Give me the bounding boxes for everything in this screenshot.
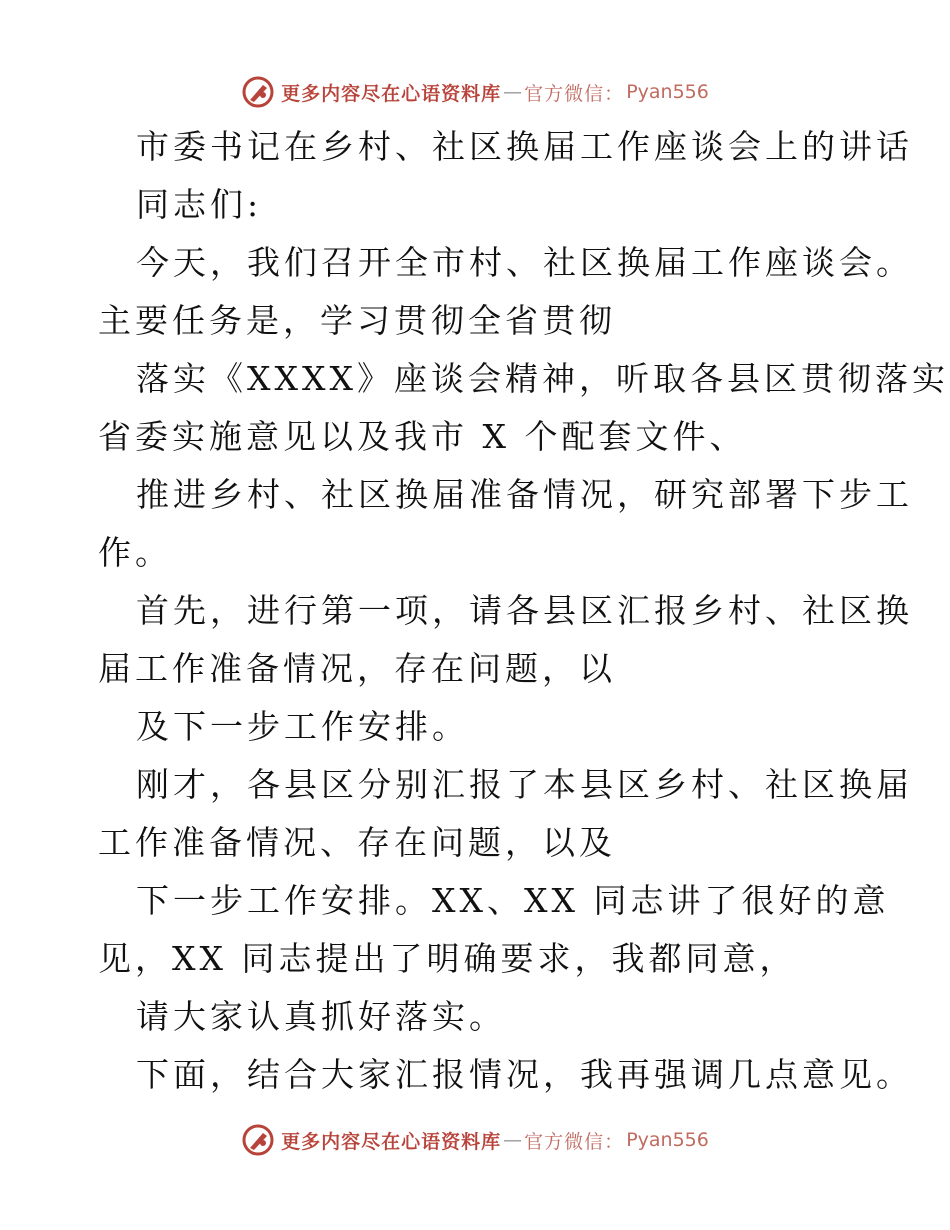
text-line: 下一步工作安排。XX、XX 同志讲了很好的意 xyxy=(136,881,890,920)
watermark-wechat-label: 官方微信： xyxy=(524,82,625,105)
watermark-wechat-label: 官方微信： xyxy=(524,1130,625,1153)
pen-logo-icon xyxy=(241,75,275,109)
document-body xyxy=(98,118,949,1104)
text-line: 省委实施意见以及我市 X 个配套文件、 xyxy=(98,417,747,456)
text-line: 工作准备情况、存在问题，以及 xyxy=(98,823,616,862)
text-line: 今天，我们召开全市村、社区换届工作座谈会。 xyxy=(136,243,913,282)
text-line: 落实《XXXX》座谈会精神，听取各县区贯彻落实 xyxy=(136,359,949,398)
watermark-main-text: 更多内容尽在心语资料库 xyxy=(281,82,502,105)
text-line: 推进乡村、社区换届准备情况，研究部署下步工 xyxy=(136,475,913,514)
text-line: 作。 xyxy=(98,533,172,572)
text-line: 刚才，各县区分别汇报了本县区乡村、社区换届 xyxy=(136,765,913,804)
watermark-wechat-id: Pyan556 xyxy=(626,1129,709,1151)
text-line: 及下一步工作安排。 xyxy=(136,707,469,746)
watermark-header xyxy=(0,72,950,112)
text-line: 同志们: xyxy=(136,185,263,224)
watermark-wechat-id: Pyan556 xyxy=(626,81,709,103)
text-line: 请大家认真抓好落实。 xyxy=(136,997,506,1036)
pen-logo-icon xyxy=(241,1123,275,1157)
text-line: 主要任务是，学习贯彻全省贯彻 xyxy=(98,301,616,340)
watermark-dash: — xyxy=(503,1129,523,1151)
watermark-dash: — xyxy=(503,81,523,103)
text-line: 见，XX 同志提出了明确要求，我都同意， xyxy=(98,939,797,978)
text-line: 下面，结合大家汇报情况，我再强调几点意见。 xyxy=(136,1055,913,1094)
text-line: 市委书记在乡村、社区换届工作座谈会上的讲话 xyxy=(136,127,913,166)
text-line: 届工作准备情况，存在问题，以 xyxy=(98,649,616,688)
text-line: 首先，进行第一项，请各县区汇报乡村、社区换 xyxy=(136,591,913,630)
watermark-main-text: 更多内容尽在心语资料库 xyxy=(281,1130,502,1153)
watermark-footer xyxy=(0,1120,950,1160)
